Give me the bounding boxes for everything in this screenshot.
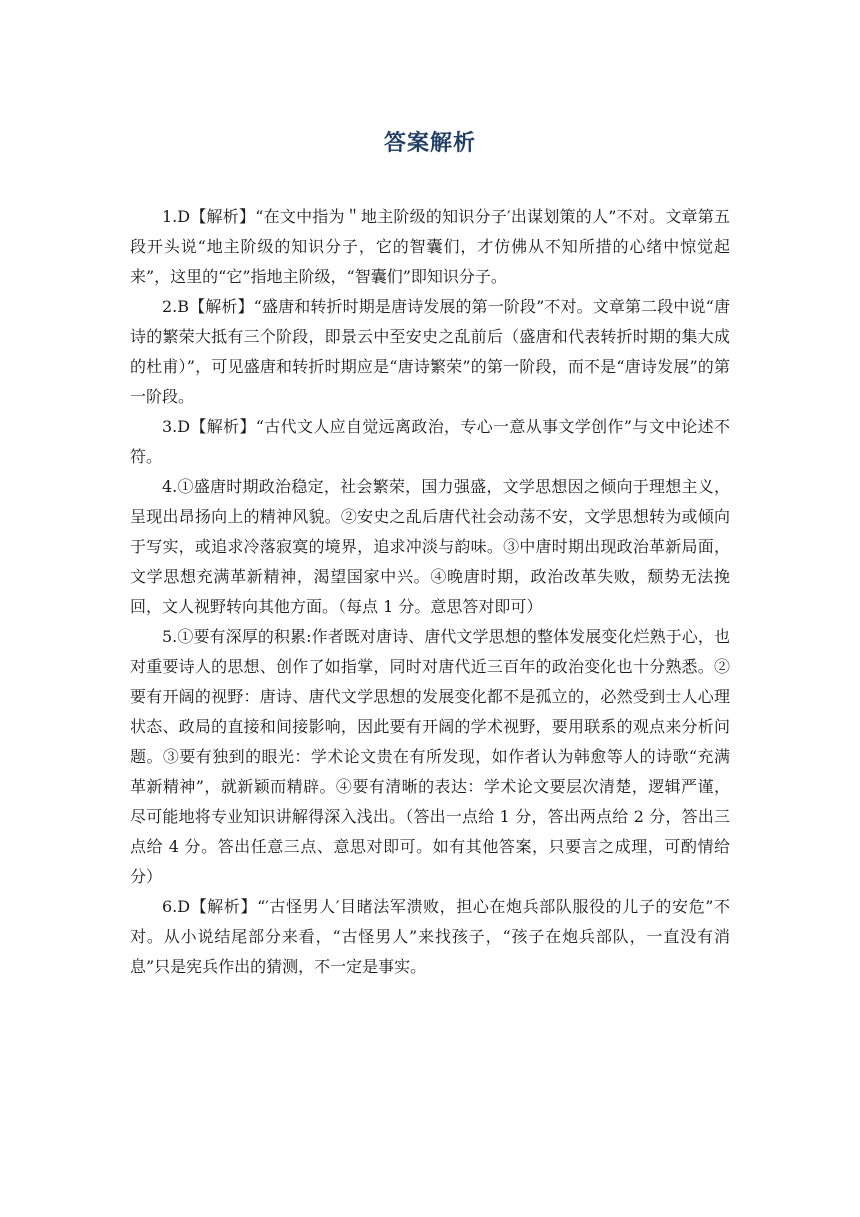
answer-4: 4.①盛唐时期政治稳定，社会繁荣，国力强盛，文学思想因之倾向于理想主义，呈现出昂扬向上的精神风貌。②安史之乱后唐代社会动荡不安，文学思想转为或倾向于写实，或追求冷落寂寞的境界，追求冲淡与韵味。③中唐时期出现政治革新局面，文学思想充满革新精神，渴望国家中兴。④晚唐时期，政治改革失败，颓势无法挽回，文人视野转向其他方面。（每点 1 分。意思答对即可） xyxy=(130,477,730,616)
answer-sheet xyxy=(130,128,730,982)
answer-3: 3.D【解析】“古代文人应自觉远离政治，专心一意从事文学创作”与文中论述不符。 xyxy=(130,417,730,466)
answer-5: 5.①要有深厚的积累:作者既对唐诗、唐代文学思想的整体发展变化烂熟于心，也对重要诗人的思想、创作了如指掌，同时对唐代近三百年的政治变化也十分熟悉。②要有开阔的视野：唐诗、唐代文学思想的发展变化都不是孤立的，必然受到士人心理状态、政局的直接和间接影响，因此要有开阔的学术视野，要用联系的观点来分析问题。③要有独到的眼光：学术论文贵在有所发现，如作者认为韩愈等人的诗歌“充满革新精神”，就新颖而精辟。④要有清晰的表达：学术论文要层次清楚，逻辑严谨，尽可能地将专业知识讲解得深入浅出。（答出一点给 1 分，答出两点给 2 分，答出三点给 4 分。答出任意三点、意思对即可。如有其他答案，只要言之成理，可酌情给分） xyxy=(130,627,730,886)
page-title: 答案解析 xyxy=(383,131,476,156)
answer-6: 6.D【解析】“′古怪男人′目睹法军溃败，担心在炮兵部队服役的儿子的安危”不对。从小说结尾部分来看，“古怪男人”来找孩子，“孩子在炮兵部队，一直没有消息”只是宪兵作出的猜测，不一定是事实。 xyxy=(130,897,730,976)
answer-1: 1.D【解析】“在文中指为＂地主阶级的知识分子′出谋划策的人”不对。文章第五段开头说“地主阶级的知识分子，它的智囊们，才仿佛从不知所措的心绪中惊觉起来”，这里的“它”指地主阶级，“智囊们”即知识分子。 xyxy=(130,207,730,286)
answer-2: 2.B【解析】“盛唐和转折时期是唐诗发展的第一阶段”不对。文章第二段中说“唐诗的繁荣大抵有三个阶段，即景云中至安史之乱前后（盛唐和代表转折时期的集大成的杜甫）”，可见盛唐和转折时期应是“唐诗繁荣”的第一阶段，而不是“唐诗发展”的第一阶段。 xyxy=(130,297,730,406)
